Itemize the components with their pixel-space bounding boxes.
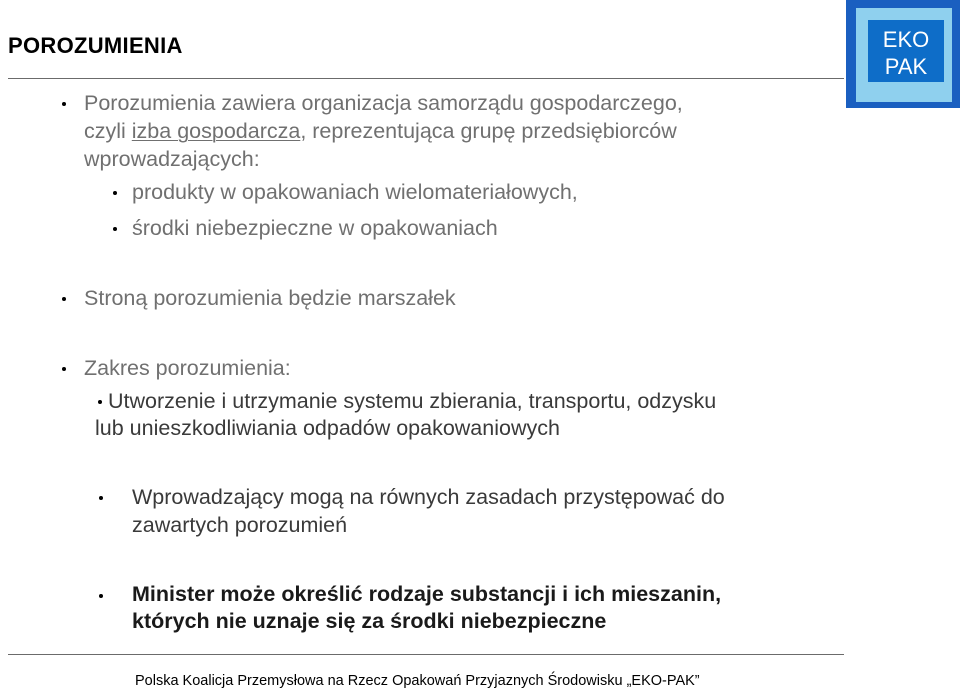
paragraph-4-line-1: Wprowadzający mogą na równych zasadach przystępować do <box>132 485 725 509</box>
bullet-1 <box>62 102 66 106</box>
paragraph-1-line-3: wprowadzających: <box>84 147 260 171</box>
footer-text: Polska Koalicja Przemysłowa na Rzecz Opakowań Przyjaznych Środowisku „EKO-PAK” <box>135 673 700 689</box>
title-divider <box>8 78 844 79</box>
sub-bullet-3 <box>98 400 102 404</box>
bullet-2 <box>62 297 66 301</box>
sub-item-1: produkty w opakowaniach wielomateriałowych, <box>132 180 578 204</box>
bullet-3 <box>62 367 66 371</box>
paragraph-4-line-2: zawartych porozumień <box>132 513 348 537</box>
paragraph-1-line-2-after: , reprezentująca grupę przedsiębiorców <box>300 119 677 143</box>
sub-item-2: środki niebezpieczne w opakowaniach <box>132 216 498 240</box>
footer-divider <box>8 654 844 655</box>
paragraph-1-line-2 <box>84 117 677 145</box>
izba-gospodarcza-link[interactable]: izba gospodarcza <box>131 119 301 143</box>
paragraph-3: Zakres porozumienia: <box>84 356 291 380</box>
slide-title: POROZUMIENIA <box>8 33 183 58</box>
paragraph-1-line-1: Porozumienia zawiera organizacja samorządu gospodarczego, <box>84 91 683 115</box>
logo-text-eko: EKO <box>882 27 930 52</box>
sub-bullet-1 <box>113 191 117 195</box>
paragraph-3-sub-line-1: Utworzenie i utrzymanie systemu zbierania, transportu, odzysku <box>108 389 717 413</box>
paragraph-5-line-2: których nie uznaje się za środki niebezpieczne <box>132 609 607 633</box>
sub-bullet-2 <box>113 227 117 231</box>
bullet-4 <box>99 496 103 500</box>
paragraph-5-line-1: Minister może określić rodzaje substancji i ich mieszanin, <box>132 582 722 606</box>
paragraph-1-line-2-before: czyli <box>84 119 132 143</box>
eko-pak-logo <box>846 0 960 108</box>
bullet-5 <box>99 594 103 598</box>
paragraph-3-sub-line-2: lub unieszkodliwiania odpadów opakowaniowych <box>95 416 560 440</box>
logo-text-pak: PAK <box>884 54 928 79</box>
paragraph-2: Stroną porozumienia będzie marszałek <box>84 286 456 310</box>
